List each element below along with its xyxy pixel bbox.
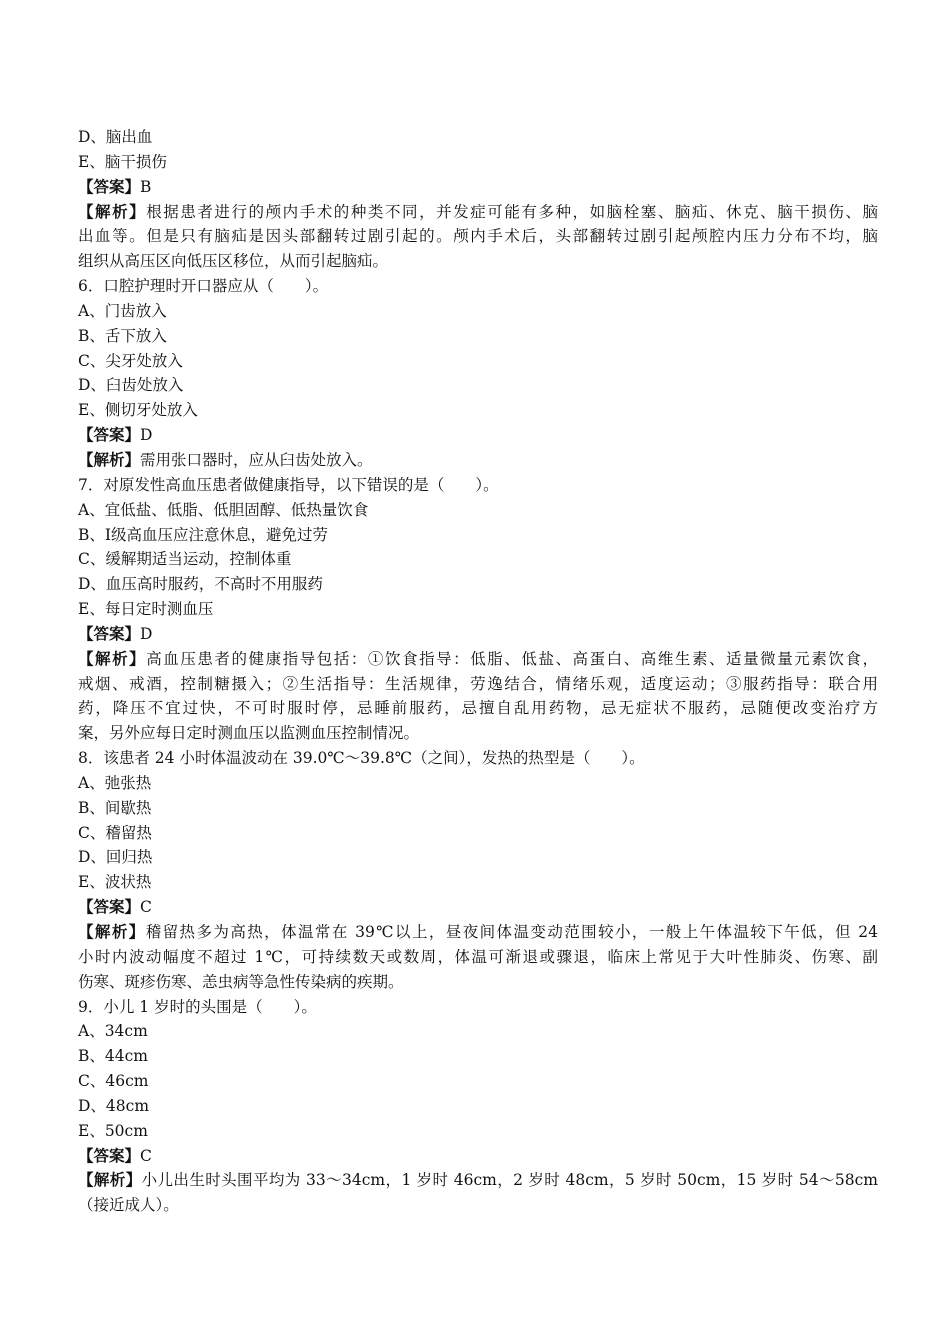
analysis-paragraph-continued: [78, 696, 878, 721]
line-text: 根据患者进行的颅内手术的种类不同，并发症可能有多种，如脑栓塞、脑疝、休克、脑干损伤、脑: [146, 202, 878, 221]
analysis-paragraph: [78, 647, 878, 672]
line-text: D、回归热: [78, 848, 153, 867]
line-text: C、缓解期适当运动，控制体重: [78, 550, 292, 569]
analysis-paragraph-continued: [78, 945, 878, 970]
analysis-paragraph: [78, 200, 878, 225]
line-text: B、Ⅰ级高血压应注意休息，避免过劳: [78, 525, 329, 544]
line-text: （接近成人）。: [78, 1196, 179, 1215]
answer-label: 【答案】: [78, 176, 141, 196]
analysis-label: 【解析】: [78, 922, 146, 941]
line-text: A、门齿放入: [78, 301, 167, 320]
line-text: B、舌下放入: [78, 326, 167, 345]
line-text: C、尖牙处放入: [78, 351, 183, 370]
question-stem: [78, 995, 878, 1020]
line-text: E、波状热: [78, 873, 152, 892]
line-text: B、44cm: [78, 1047, 148, 1066]
answer-option: [78, 150, 878, 175]
question-stem: [78, 746, 878, 771]
analysis-paragraph: [78, 1168, 878, 1193]
line-text: C、稽留热: [78, 823, 152, 842]
analysis-paragraph-continued: [78, 224, 878, 249]
line-text: 出血等。但是只有脑疝是因头部翻转过剧引起的。颅内手术后，头部翻转过剧引起颅腔内压力分布不均，脑: [78, 227, 878, 246]
document-page: [78, 125, 878, 1218]
answer-option: [78, 572, 878, 597]
answer-label: 【答案】: [78, 425, 141, 445]
answer-option: [78, 498, 878, 523]
analysis-paragraph: [78, 448, 878, 473]
analysis-paragraph-continued: [78, 672, 878, 697]
line-text: A、弛张热: [78, 773, 152, 792]
answer-option: [78, 1019, 878, 1044]
analysis-paragraph-continued: [78, 249, 878, 274]
answer-option: [78, 1094, 878, 1119]
line-text: E、脑干损伤: [78, 152, 167, 171]
line-text: D: [140, 426, 153, 445]
line-text: C: [140, 1146, 152, 1165]
line-text: 戒烟、戒酒，控制糖摄入；②生活指导：生活规律，劳逸结合，情绪乐观，适度运动；③服药指导：联合用: [78, 674, 878, 693]
answer-option: [78, 796, 878, 821]
line-text: A、宜低盐、低脂、低胆固醇、低热量饮食: [78, 500, 369, 519]
answer-line: [78, 1144, 878, 1169]
answer-label: 【答案】: [78, 1145, 141, 1165]
answer-option: [78, 299, 878, 324]
question-stem: [78, 473, 878, 498]
answer-label: 【答案】: [78, 623, 141, 643]
analysis-label: 【解析】: [78, 449, 141, 469]
line-text: E、50cm: [78, 1121, 148, 1140]
line-text: D、臼齿处放入: [78, 376, 184, 395]
answer-label: 【答案】: [78, 897, 141, 917]
answer-option: [78, 373, 878, 398]
answer-option: [78, 349, 878, 374]
line-text: 伤寒、斑疹伤寒、恙虫病等急性传染病的疾期。: [78, 972, 404, 991]
answer-option: [78, 771, 878, 796]
line-text: D、脑出血: [78, 128, 153, 146]
line-text: E、侧切牙处放入: [78, 401, 198, 420]
analysis-label: 【解析】: [78, 1170, 142, 1190]
line-text: E、每日定时测血压: [78, 600, 214, 619]
line-text: D、48cm: [78, 1096, 150, 1115]
analysis-paragraph-continued: [78, 1193, 878, 1218]
answer-option: [78, 1069, 878, 1094]
line-text: 7．对原发性高血压患者做健康指导，以下错误的是（ ）。: [78, 475, 499, 494]
analysis-paragraph-continued: [78, 721, 878, 746]
answer-option: [78, 547, 878, 572]
answer-line: [78, 622, 878, 647]
line-text: 6．口腔护理时开口器应从（ ）。: [78, 277, 329, 296]
line-text: C: [140, 898, 152, 917]
answer-option: [78, 324, 878, 349]
line-text: 小时内波动幅度不超过 1℃，可持续数天或数周，体温可渐退或骤退，临床上常见于大叶性肺炎、伤寒、副: [78, 947, 878, 966]
answer-option: [78, 597, 878, 622]
answer-option: [78, 845, 878, 870]
line-text: C、46cm: [78, 1072, 149, 1091]
question-stem: [78, 274, 878, 299]
line-text: 稽留热多为高热，体温常在 39℃以上，昼夜间体温变动范围较小，一般上午体温较下午低，但 24: [145, 923, 878, 941]
line-text: A、34cm: [78, 1022, 148, 1041]
line-text: 组织从高压区向低压区移位，从而引起脑疝。: [78, 252, 389, 271]
analysis-label: 【解析】: [78, 201, 147, 221]
answer-option: [78, 1044, 878, 1069]
line-text: 8．该患者 24 小时体温波动在 39.0℃～39.8℃（之间），发热的热型是（ ）。: [78, 749, 645, 768]
line-text: B、间歇热: [78, 798, 152, 817]
answer-option: [78, 523, 878, 548]
answer-option: [78, 821, 878, 846]
answer-option: [78, 1119, 878, 1144]
analysis-paragraph: [78, 920, 878, 945]
line-text: 高血压患者的健康指导包括：①饮食指导：低脂、低盐、高蛋白、高维生素、适量微量元素饮食，: [146, 649, 878, 668]
answer-option: [78, 870, 878, 895]
answer-line: [78, 175, 878, 200]
line-text: 案，另外应每日定时测血压以监测血压控制情况。: [78, 724, 420, 743]
answer-line: [78, 423, 878, 448]
answer-option: [78, 398, 878, 423]
line-text: 小儿出生时头围平均为 33～34cm，1 岁时 46cm，2 岁时 48cm，5 岁时 50cm，15 岁时 54～58cm: [141, 1171, 878, 1190]
line-text: 药，降压不宜过快，不可时服时停，忌睡前服药，忌擅自乱用药物，忌无症状不服药，忌随便改变治疗方: [78, 699, 878, 718]
analysis-label: 【解析】: [78, 648, 147, 668]
answer-option: [78, 125, 878, 150]
line-text: 9．小儿 1 岁时的头围是（ ）。: [78, 997, 317, 1016]
line-text: D: [140, 624, 153, 643]
line-text: 需用张口器时，应从臼齿处放入。: [140, 450, 373, 469]
answer-line: [78, 895, 878, 920]
analysis-paragraph-continued: [78, 970, 878, 995]
line-text: D、血压高时服药，不高时不用服药: [78, 575, 323, 594]
line-text: B: [140, 177, 152, 196]
